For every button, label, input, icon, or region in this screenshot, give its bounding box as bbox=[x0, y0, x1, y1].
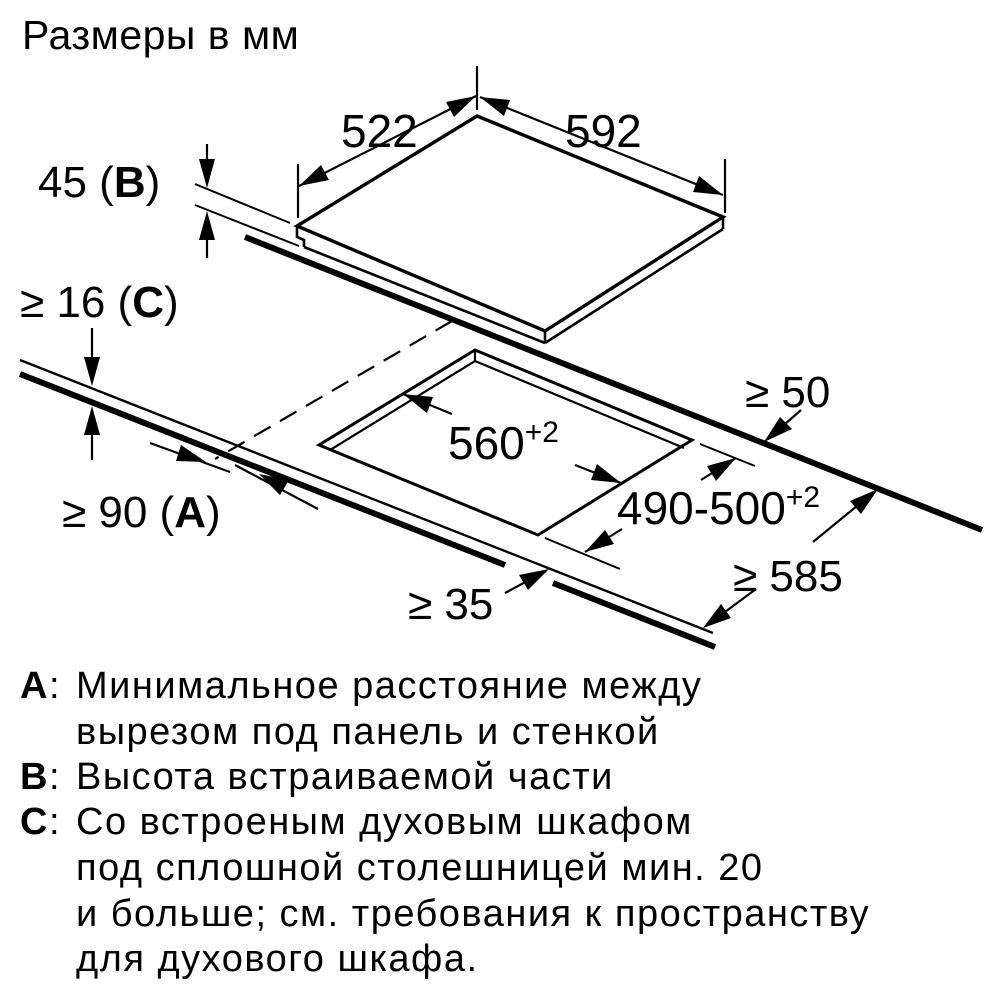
dim-490-500-label: $490-500^{+2}$ bbox=[617, 481, 821, 534]
dim-16C-label: ≥ 16 (C) bbox=[20, 278, 179, 327]
projection-dashed-line bbox=[215, 321, 452, 459]
dim-585-label: ≥ 585 bbox=[733, 552, 843, 601]
dim-592-label: 592 bbox=[565, 105, 642, 157]
worktop-cutout bbox=[319, 350, 755, 569]
dim-35-label: ≥ 35 bbox=[408, 580, 494, 629]
dim-50-label: ≥ 50 bbox=[745, 368, 831, 417]
legend-text: под сплошной столешницей мин. 20 bbox=[76, 847, 764, 889]
page-title: Размеры в мм bbox=[22, 12, 300, 58]
legend-text: Минимальное расстояние между bbox=[76, 665, 703, 707]
dim-90A-label: ≥ 90 (A) bbox=[62, 488, 221, 537]
cooktop bbox=[195, 116, 723, 343]
legend-label-b: B: bbox=[20, 756, 62, 798]
legend-text: и больше; см. требования к пространству bbox=[76, 893, 871, 935]
dim-45B-label: 45 (B) bbox=[38, 158, 161, 207]
dim-522-label: 522 bbox=[341, 105, 418, 157]
legend-label-c: C: bbox=[20, 801, 62, 843]
legend-label-a: A: bbox=[20, 665, 62, 707]
legend-text: Со встроеным духовым шкафом bbox=[76, 801, 693, 843]
legend-text: Высота встраиваемой части bbox=[76, 756, 614, 798]
dim-560-label: $560^{+2}$ bbox=[448, 416, 559, 469]
legend-text: для духового шкафа. bbox=[76, 938, 479, 980]
legend-text: вырезом под панель и стенкой bbox=[76, 711, 660, 753]
